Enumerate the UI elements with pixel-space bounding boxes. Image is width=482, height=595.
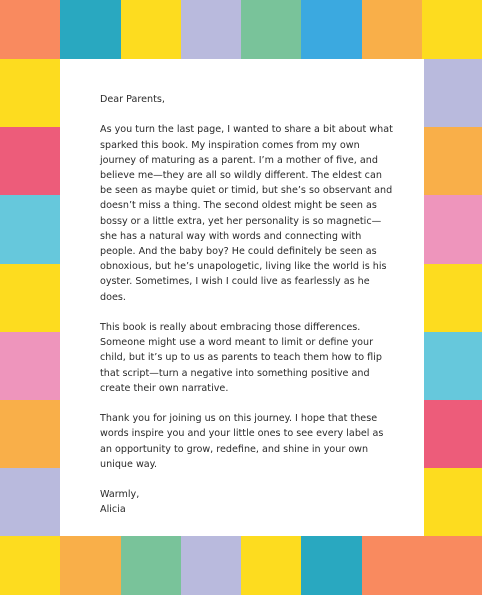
border-tile-bottom bbox=[362, 536, 422, 595]
border-tile-right bbox=[422, 264, 482, 332]
border-tile-top bbox=[60, 0, 121, 59]
border-tile-left bbox=[0, 332, 60, 400]
letter-card bbox=[60, 59, 424, 536]
border-tile-left bbox=[0, 59, 60, 127]
letter-greeting: Dear Parents, bbox=[100, 94, 165, 105]
border-tile-right bbox=[422, 332, 482, 400]
border-tile-bottom bbox=[301, 536, 362, 595]
border-tile-top bbox=[181, 0, 241, 59]
letter-paragraph-1: As you turn the last page, I wanted to share a bit about what sparked this book. My inspiration comes from my own journey of maturing as a parent. I’m a mother of five, and believe me—they are all so wildly different. The eldest can be seen as maybe quiet or timid, but she’s so observant and doesn’t miss a thing. The second oldest might be seen as bossy or a little extra, yet her personality is so magnetic—she has a natural way with words and connecting with people. And the baby boy? He could definitely be seen as obnoxious, but he’s unapologetic, living like the world is his oyster. Sometimes, I wish I could live as fearlessly as he does. bbox=[100, 124, 393, 303]
letter-paragraph-2: This book is really about embracing those differences. Someone might use a word meant to limit or define your child, but it’s up to us as parents to teach them how to flip that script—turn a negative into something positive and create their own narrative. bbox=[100, 322, 382, 394]
border-tile-left bbox=[0, 195, 60, 264]
letter-paragraph-3: Thank you for joining us on this journey. I hope that these words inspire you and your little ones to see every label as an opportunity to grow, redefine, and shine in your own unique way. bbox=[100, 413, 384, 470]
letter-closing: Warmly, bbox=[100, 489, 140, 501]
border-tile-top bbox=[241, 0, 301, 59]
border-tile-top bbox=[301, 0, 362, 59]
border-tile-bottom bbox=[241, 536, 301, 595]
border-tile-bottom bbox=[60, 536, 121, 595]
border-tile-left bbox=[0, 264, 60, 332]
border-tile-right bbox=[422, 59, 482, 127]
border-tile-bottom bbox=[422, 536, 482, 595]
border-tile-left bbox=[0, 127, 60, 195]
border-tile-top bbox=[0, 0, 60, 59]
border-tile-left bbox=[0, 468, 60, 536]
border-tile-bottom bbox=[0, 536, 60, 595]
border-tile-bottom bbox=[121, 536, 181, 595]
border-tile-right bbox=[422, 195, 482, 264]
border-tile-top bbox=[362, 0, 422, 59]
border-tile-top bbox=[422, 0, 482, 59]
border-tile-right bbox=[422, 127, 482, 195]
border-tile-right bbox=[422, 468, 482, 536]
letter-signature: Alicia bbox=[100, 504, 126, 516]
border-tile-bottom bbox=[181, 536, 241, 595]
border-tile-left bbox=[0, 400, 60, 468]
border-tile-top bbox=[121, 0, 181, 59]
border-tile-right bbox=[422, 400, 482, 468]
